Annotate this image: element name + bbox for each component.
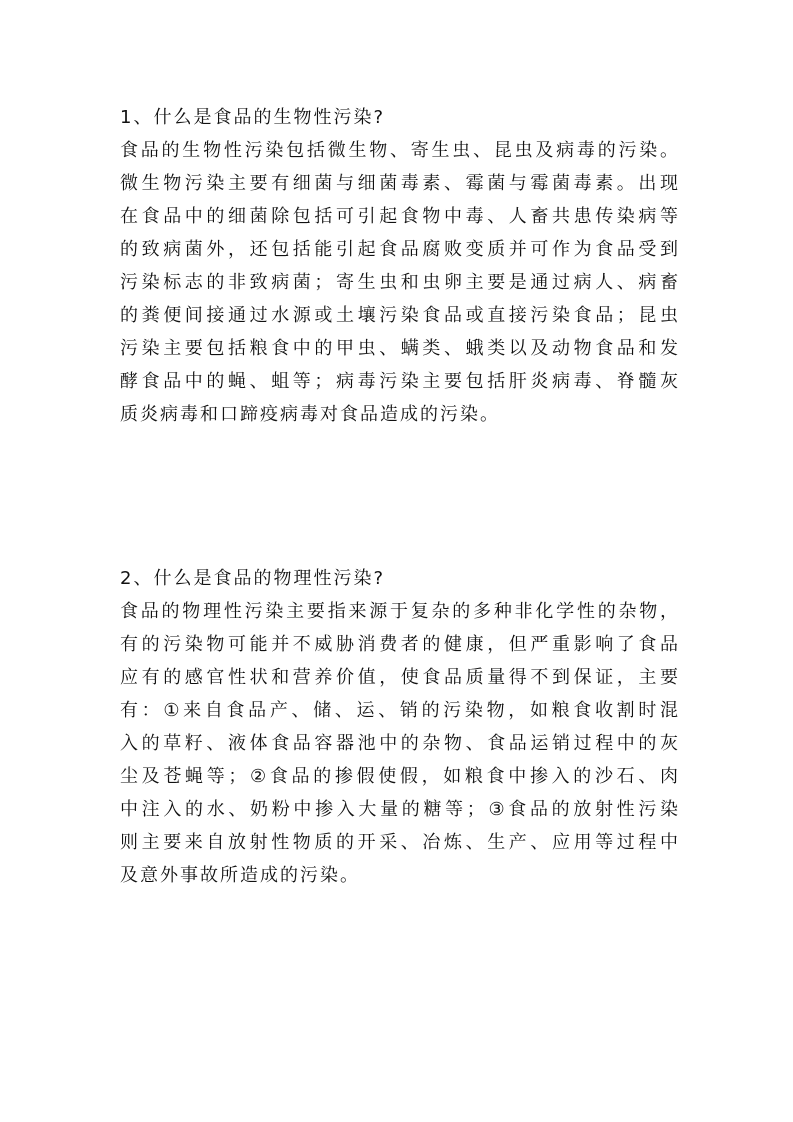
paragraph-line-last: 质炎病毒和口蹄疫病毒对食品造成的污染。	[120, 404, 500, 425]
paragraph-line: 有：①来自食品产、储、运、销的污染物，如粮食收割时混	[120, 700, 680, 721]
paragraph-line: 入的草籽、液体食品容器池中的杂物、食品运销过程中的灰	[120, 733, 680, 754]
paragraph-line: 微生物污染主要有细菌与细菌毒素、霉菌与霉菌毒素。出现	[120, 173, 680, 194]
paragraph-line: 食品的物理性污染主要指来源于复杂的多种非化学性的杂物，	[120, 601, 680, 622]
paragraph-line: 中注入的水、奶粉中掺入大量的糖等；③食品的放射性污染	[120, 799, 680, 820]
paragraph-line: 的粪便间接通过水源或土壤污染食品或直接污染食品；昆虫	[120, 305, 680, 326]
paragraph-line: 酵食品中的蝇、蛆等；病毒污染主要包括肝炎病毒、脊髓灰	[120, 371, 680, 392]
paragraph-line: 在食品中的细菌除包括可引起食物中毒、人畜共患传染病等	[120, 206, 680, 227]
paragraph-line: 食品的生物性污染包括微生物、寄生虫、昆虫及病毒的污染。	[120, 140, 680, 161]
section-heading: 1、什么是食品的生物性污染?	[120, 107, 386, 128]
paragraph-line: 尘及苍蝇等；②食品的掺假使假，如粮食中掺入的沙石、肉	[120, 766, 680, 787]
paragraph-line: 污染标志的非致病菌；寄生虫和虫卵主要是通过病人、病畜	[120, 272, 680, 293]
paragraph-line-last: 及意外事故所造成的污染。	[120, 865, 360, 886]
paragraph-line: 则主要来自放射性物质的开采、冶炼、生产、应用等过程中	[120, 832, 680, 853]
section-heading: 2、什么是食品的物理性污染?	[120, 568, 386, 589]
paragraph-line: 的致病菌外，还包括能引起食品腐败变质并可作为食品受到	[120, 239, 680, 260]
paragraph-line: 有的污染物可能并不威胁消费者的健康，但严重影响了食品	[120, 634, 680, 655]
section-biological-contamination	[120, 101, 680, 431]
section-physical-contamination	[120, 562, 680, 892]
paragraph-line: 污染主要包括粮食中的甲虫、螨类、蛾类以及动物食品和发	[120, 338, 680, 359]
paragraph-line: 应有的感官性状和营养价值，使食品质量得不到保证，主要	[120, 667, 680, 688]
